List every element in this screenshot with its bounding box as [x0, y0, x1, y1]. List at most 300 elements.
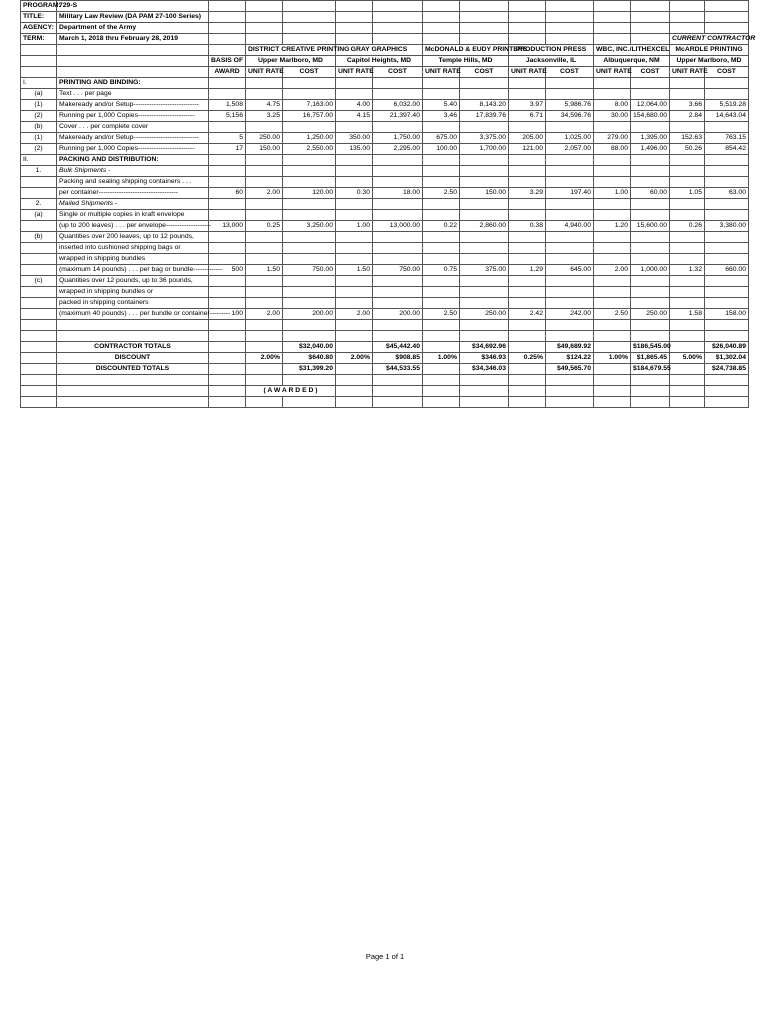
- basis-of-award-cell: 1,508: [209, 100, 246, 111]
- table-cell: [546, 243, 594, 254]
- unit-rate-cell: 0.38: [509, 221, 546, 232]
- table-cell: [21, 243, 57, 254]
- table-cell: [283, 298, 336, 309]
- table-cell: [283, 232, 336, 243]
- table-cell: [21, 188, 57, 199]
- cost-cell: 645.00: [546, 265, 594, 276]
- table-cell: [594, 78, 631, 89]
- table-cell: [209, 287, 246, 298]
- table-cell: [423, 254, 460, 265]
- unit-rate-cell: 3.29: [509, 188, 546, 199]
- table-cell: [336, 320, 373, 331]
- table-cell: [21, 177, 57, 188]
- discount-percent-cell: 1.00%: [594, 353, 631, 364]
- table-cell: [460, 34, 509, 45]
- table-cell: [423, 298, 460, 309]
- table-cell: [423, 287, 460, 298]
- cost-cell: 17,839.76: [460, 111, 509, 122]
- title-value: Military Law Review (DA PAM 27-100 Series): [57, 12, 209, 23]
- cost-cell: 763.15: [705, 133, 749, 144]
- table-cell: [705, 78, 749, 89]
- table-cell: [423, 397, 460, 408]
- line-item-row: [21, 133, 749, 144]
- table-cell: [246, 34, 283, 45]
- table-cell: [705, 254, 749, 265]
- table-cell: [631, 232, 670, 243]
- table-cell: [594, 177, 631, 188]
- table-cell: [631, 397, 670, 408]
- discount-amount-cell: $1,302.04: [705, 353, 749, 364]
- spacer-row: [21, 320, 749, 331]
- table-cell: [546, 276, 594, 287]
- table-cell: [283, 375, 336, 386]
- table-cell: [670, 375, 705, 386]
- table-cell: [509, 177, 546, 188]
- item-description: Bulk Shipments -: [57, 166, 209, 177]
- table-cell: [423, 166, 460, 177]
- table-cell: [336, 122, 373, 133]
- unit-rate-cell: 4.00: [336, 100, 373, 111]
- table-cell: [631, 287, 670, 298]
- line-item-row: [21, 199, 749, 210]
- table-cell: [373, 12, 423, 23]
- unit-rate-cell: 30.00: [594, 111, 631, 122]
- basis-of-award-cell: 60: [209, 188, 246, 199]
- discount-amount-cell: $346.93: [460, 353, 509, 364]
- table-cell: [21, 320, 57, 331]
- contractor-total-cell: $26,040.89: [705, 342, 749, 353]
- item-description: Text . . . per page: [57, 89, 209, 100]
- unit-rate-cell: 1.50: [336, 265, 373, 276]
- section-title: PACKING AND DISTRIBUTION:: [57, 155, 209, 166]
- unit-rate-cell: 2.42: [509, 309, 546, 320]
- table-cell: [509, 287, 546, 298]
- table-cell: [705, 199, 749, 210]
- table-cell: [423, 232, 460, 243]
- table-cell: [423, 320, 460, 331]
- unit-rate-heading: UNIT RATE: [246, 67, 283, 78]
- table-cell: [21, 265, 57, 276]
- cost-cell: 1,250.00: [283, 133, 336, 144]
- table-cell: [705, 397, 749, 408]
- table-cell: [209, 155, 246, 166]
- unit-rate-cell: 121.00: [509, 144, 546, 155]
- table-cell: [57, 397, 209, 408]
- unit-rate-cell: 1.58: [670, 309, 705, 320]
- table-cell: [246, 199, 283, 210]
- table-cell: [336, 397, 373, 408]
- unit-rate-cell: 0.26: [670, 221, 705, 232]
- unit-rate-cell: 150.00: [246, 144, 283, 155]
- discounted-total-cell: $31,399.20: [283, 364, 336, 375]
- table-cell: [631, 331, 670, 342]
- table-cell: [460, 320, 509, 331]
- table-cell: [509, 342, 546, 353]
- spacer-row: [21, 397, 749, 408]
- cost-cell: 200.00: [283, 309, 336, 320]
- header-row: [21, 1, 749, 12]
- table-cell: [336, 243, 373, 254]
- table-cell: [21, 397, 57, 408]
- cost-cell: 154,680.00: [631, 111, 670, 122]
- table-cell: [246, 177, 283, 188]
- item-label: (1): [21, 133, 57, 144]
- table-cell: [460, 386, 509, 397]
- table-cell: [594, 1, 631, 12]
- award-heading: AWARD: [209, 67, 246, 78]
- table-cell: [670, 364, 705, 375]
- table-cell: [21, 342, 57, 353]
- table-cell: [670, 1, 705, 12]
- table-cell: [460, 23, 509, 34]
- table-cell: [460, 12, 509, 23]
- table-cell: [670, 23, 705, 34]
- table-cell: [594, 166, 631, 177]
- table-cell: [705, 287, 749, 298]
- table-cell: [373, 254, 423, 265]
- bid-abstract-table: [20, 0, 756, 408]
- unit-rate-heading: UNIT RATE: [670, 67, 705, 78]
- item-description: wrapped in shipping bundles: [57, 254, 209, 265]
- discount-label: DISCOUNT: [57, 353, 209, 364]
- table-cell: [631, 155, 670, 166]
- table-cell: [336, 342, 373, 353]
- table-cell: [246, 342, 283, 353]
- table-cell: [246, 298, 283, 309]
- discount-amount-cell: $1,865.45: [631, 353, 670, 364]
- table-cell: [373, 78, 423, 89]
- line-item-row: [21, 276, 749, 287]
- table-cell: [460, 78, 509, 89]
- cost-cell: 197.40: [546, 188, 594, 199]
- table-cell: [670, 122, 705, 133]
- item-label: (2): [21, 144, 57, 155]
- table-cell: [705, 23, 749, 34]
- unit-rate-cell: 1.05: [670, 188, 705, 199]
- table-cell: [209, 122, 246, 133]
- table-cell: [460, 166, 509, 177]
- table-cell: [631, 89, 670, 100]
- cost-cell: 854.42: [705, 144, 749, 155]
- table-cell: [546, 23, 594, 34]
- table-cell: [423, 89, 460, 100]
- table-cell: [509, 1, 546, 12]
- table-cell: [670, 320, 705, 331]
- table-cell: [21, 287, 57, 298]
- table-cell: [594, 12, 631, 23]
- unit-rate-cell: 3.66: [670, 100, 705, 111]
- item-description: Makeready and/or Setup-----------------------------: [57, 133, 209, 144]
- table-cell: [246, 320, 283, 331]
- unit-rate-cell: 0.25: [246, 221, 283, 232]
- line-item-row: [21, 177, 749, 188]
- table-cell: [246, 78, 283, 89]
- table-cell: [546, 254, 594, 265]
- table-cell: [283, 155, 336, 166]
- table-cell: [705, 210, 749, 221]
- table-cell: [546, 12, 594, 23]
- cost-cell: 12,064.00: [631, 100, 670, 111]
- table-cell: [21, 45, 57, 56]
- table-cell: [423, 78, 460, 89]
- line-item-row: [21, 210, 749, 221]
- table-cell: [209, 34, 246, 45]
- item-label: (c): [21, 276, 57, 287]
- table-cell: [509, 397, 546, 408]
- section-number: II.: [21, 155, 57, 166]
- cost-heading: COST: [546, 67, 594, 78]
- table-cell: [509, 12, 546, 23]
- table-cell: [423, 210, 460, 221]
- table-cell: [670, 342, 705, 353]
- cost-cell: 2,057.00: [546, 144, 594, 155]
- table-cell: [209, 298, 246, 309]
- table-cell: [336, 375, 373, 386]
- unit-rate-cell: 152.63: [670, 133, 705, 144]
- cost-cell: 1,025.00: [546, 133, 594, 144]
- cost-cell: 2,860.00: [460, 221, 509, 232]
- table-cell: [546, 199, 594, 210]
- table-cell: [209, 386, 246, 397]
- table-cell: [670, 386, 705, 397]
- table-cell: [509, 243, 546, 254]
- table-cell: [21, 254, 57, 265]
- basis-of-award-cell: 5: [209, 133, 246, 144]
- table-cell: [670, 254, 705, 265]
- table-cell: [594, 287, 631, 298]
- table-cell: [246, 155, 283, 166]
- item-description: (up to 200 leaves) . . . per envelope--------------------: [57, 221, 209, 232]
- current-contractor-label: CURRENT CONTRACTOR: [670, 34, 749, 45]
- table-cell: [460, 287, 509, 298]
- cost-cell: 14,643.04: [705, 111, 749, 122]
- table-cell: [283, 199, 336, 210]
- spacer-row: [21, 375, 749, 386]
- table-cell: [670, 331, 705, 342]
- table-cell: [209, 320, 246, 331]
- cost-cell: 2,295.00: [373, 144, 423, 155]
- item-description: Makeready and/or Setup-----------------------------: [57, 100, 209, 111]
- table-cell: [460, 375, 509, 386]
- table-cell: [283, 254, 336, 265]
- table-cell: [373, 276, 423, 287]
- agency-label: AGENCY:: [21, 23, 57, 34]
- table-cell: [594, 210, 631, 221]
- table-cell: [705, 298, 749, 309]
- awarded-marker: ( A W A R D E D ): [246, 386, 336, 397]
- table-cell: [705, 276, 749, 287]
- table-cell: [336, 12, 373, 23]
- table-cell: [594, 23, 631, 34]
- table-cell: [509, 166, 546, 177]
- discount-percent-cell: 5.00%: [670, 353, 705, 364]
- unit-rate-cell: 3.97: [509, 100, 546, 111]
- unit-rate-cell: 50.26: [670, 144, 705, 155]
- table-cell: [546, 386, 594, 397]
- line-item-row: [21, 166, 749, 177]
- unit-rate-cell: 0.30: [336, 188, 373, 199]
- table-cell: [460, 155, 509, 166]
- cost-cell: 200.00: [373, 309, 423, 320]
- column-heading-row: [21, 67, 749, 78]
- table-cell: [21, 67, 57, 78]
- cost-cell: 6,032.00: [373, 100, 423, 111]
- discount-percent-cell: 0.25%: [509, 353, 546, 364]
- table-cell: [594, 34, 631, 45]
- table-cell: [21, 56, 57, 67]
- cost-cell: 375.00: [460, 265, 509, 276]
- table-cell: [631, 34, 670, 45]
- table-cell: [670, 166, 705, 177]
- table-cell: [705, 177, 749, 188]
- table-cell: [460, 243, 509, 254]
- table-cell: [21, 353, 57, 364]
- table-cell: [246, 331, 283, 342]
- table-cell: [705, 12, 749, 23]
- cost-cell: 3,375.00: [460, 133, 509, 144]
- table-cell: [460, 232, 509, 243]
- section-row: [21, 78, 749, 89]
- table-cell: [373, 122, 423, 133]
- table-cell: [336, 210, 373, 221]
- totals-row: [21, 342, 749, 353]
- table-cell: [670, 232, 705, 243]
- unit-rate-heading: UNIT RATE: [423, 67, 460, 78]
- table-cell: [594, 364, 631, 375]
- table-cell: [209, 397, 246, 408]
- table-cell: [631, 254, 670, 265]
- item-description: Running per 1,000 Copies-------------------------: [57, 111, 209, 122]
- table-cell: [246, 397, 283, 408]
- table-cell: [423, 199, 460, 210]
- table-cell: [705, 331, 749, 342]
- cost-heading: COST: [631, 67, 670, 78]
- table-cell: [246, 254, 283, 265]
- contractor-total-cell: $186,545.00: [631, 342, 670, 353]
- table-cell: [670, 199, 705, 210]
- item-label: (a): [21, 89, 57, 100]
- cost-cell: 1,000.00: [631, 265, 670, 276]
- table-cell: [423, 386, 460, 397]
- table-cell: [336, 78, 373, 89]
- item-label: (b): [21, 122, 57, 133]
- contractor-name: PRODUCTION PRESS: [509, 45, 594, 56]
- table-cell: [670, 12, 705, 23]
- line-item-row: [21, 243, 749, 254]
- table-cell: [423, 23, 460, 34]
- table-cell: [209, 199, 246, 210]
- line-item-row: [21, 254, 749, 265]
- item-description: Cover . . . per complete cover: [57, 122, 209, 133]
- table-cell: [283, 320, 336, 331]
- table-cell: [246, 1, 283, 12]
- unit-rate-cell: 350.00: [336, 133, 373, 144]
- table-cell: [283, 276, 336, 287]
- table-cell: [546, 298, 594, 309]
- table-cell: [460, 397, 509, 408]
- table-cell: [209, 276, 246, 287]
- table-cell: [57, 320, 209, 331]
- cost-cell: 4,940.00: [546, 221, 594, 232]
- table-cell: [460, 177, 509, 188]
- table-cell: [670, 89, 705, 100]
- table-cell: [705, 1, 749, 12]
- table-cell: [336, 166, 373, 177]
- program-value: 729-S: [57, 1, 209, 12]
- table-cell: [283, 397, 336, 408]
- table-cell: [283, 243, 336, 254]
- table-cell: [373, 386, 423, 397]
- table-cell: [21, 309, 57, 320]
- line-item-row: [21, 309, 749, 320]
- cost-cell: 21,397.40: [373, 111, 423, 122]
- item-label: (a): [21, 210, 57, 221]
- table-cell: [594, 232, 631, 243]
- table-cell: [21, 364, 57, 375]
- table-cell: [631, 166, 670, 177]
- table-cell: [670, 155, 705, 166]
- contractor-location: Jacksonville, IL: [509, 56, 594, 67]
- table-cell: [460, 331, 509, 342]
- table-cell: [546, 34, 594, 45]
- table-cell: [423, 177, 460, 188]
- table-cell: [594, 254, 631, 265]
- item-label: (b): [21, 232, 57, 243]
- table-cell: [209, 364, 246, 375]
- header-row: [21, 12, 749, 23]
- basis-of-award-cell: 100: [209, 309, 246, 320]
- unit-rate-heading: UNIT RATE: [594, 67, 631, 78]
- table-cell: [209, 12, 246, 23]
- contractor-name: GRAY GRAPHICS: [336, 45, 423, 56]
- cost-cell: 5,519.28: [705, 100, 749, 111]
- table-cell: [594, 298, 631, 309]
- section-number: I.: [21, 78, 57, 89]
- table-cell: [546, 210, 594, 221]
- table-cell: [546, 89, 594, 100]
- table-cell: [373, 23, 423, 34]
- table-cell: [283, 122, 336, 133]
- table-cell: [336, 155, 373, 166]
- totals-row: [21, 353, 749, 364]
- table-cell: [546, 320, 594, 331]
- line-item-row: [21, 298, 749, 309]
- discount-amount-cell: $908.85: [373, 353, 423, 364]
- line-item-row: [21, 265, 749, 276]
- contractor-location: Temple Hills, MD: [423, 56, 509, 67]
- table-cell: [373, 199, 423, 210]
- contractor-location: Upper Marlboro, MD: [670, 56, 749, 67]
- unit-rate-cell: 88.00: [594, 144, 631, 155]
- table-cell: [594, 199, 631, 210]
- table-cell: [705, 375, 749, 386]
- basis-of-award-cell: 500: [209, 265, 246, 276]
- discounted-total-cell: $44,533.55: [373, 364, 423, 375]
- table-cell: [336, 254, 373, 265]
- table-cell: [336, 276, 373, 287]
- table-cell: [373, 232, 423, 243]
- table-cell: [21, 375, 57, 386]
- unit-rate-cell: 100.00: [423, 144, 460, 155]
- contractor-total-cell: $49,689.92: [546, 342, 594, 353]
- table-cell: [460, 199, 509, 210]
- unit-rate-cell: 1.29: [509, 265, 546, 276]
- cost-cell: 13,000.00: [373, 221, 423, 232]
- table-cell: [57, 375, 209, 386]
- unit-rate-cell: 2.50: [423, 188, 460, 199]
- cost-cell: 63.00: [705, 188, 749, 199]
- table-cell: [209, 210, 246, 221]
